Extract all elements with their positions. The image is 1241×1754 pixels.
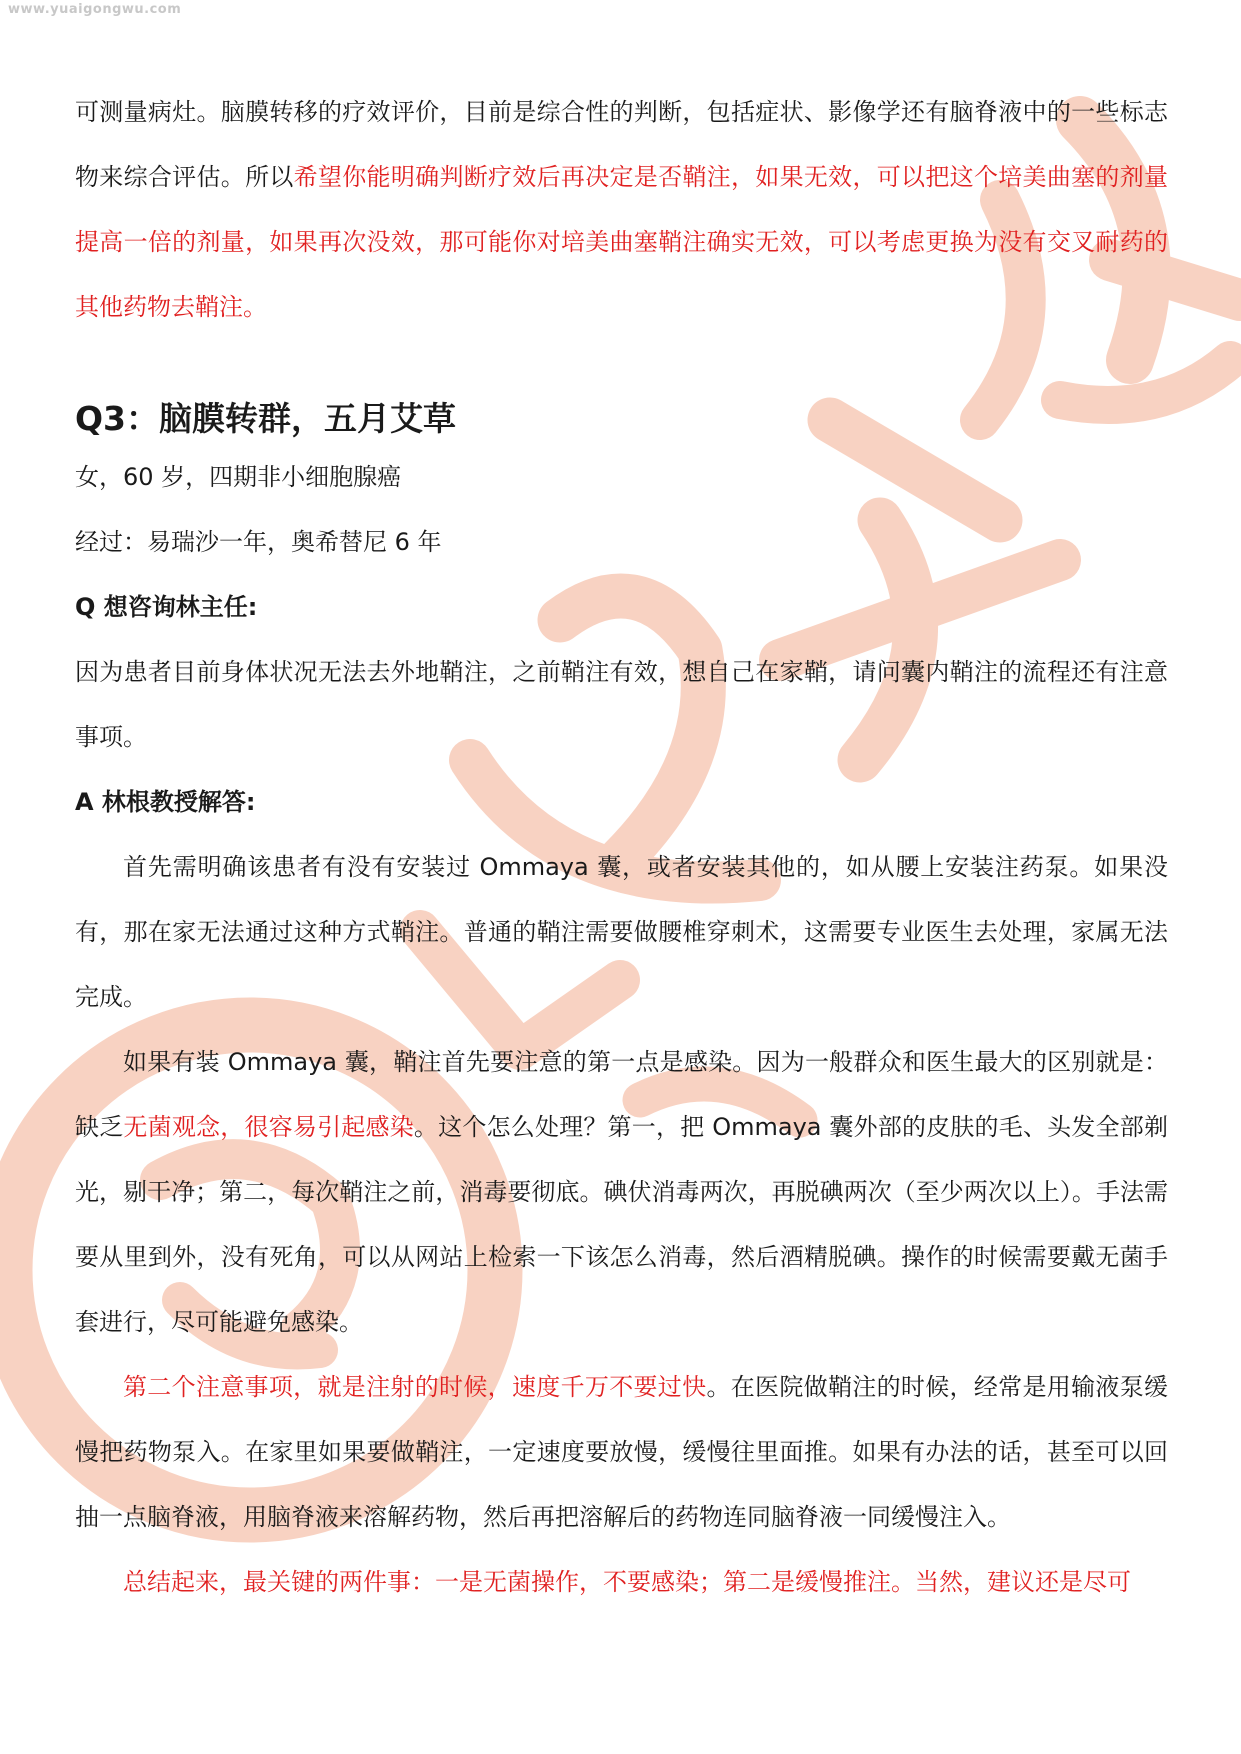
treatment-history: 经过：易瑞沙一年，奥希替尼 6 年: [75, 528, 442, 556]
question-label: Q 想咨询林主任:: [75, 593, 258, 621]
question-text: 因为患者目前身体状况无法去外地鞘注，之前鞘注有效，想自己在家鞘，请问囊内鞘注的流程还有注意事项。: [75, 658, 1168, 751]
section-heading-q3: Q3：脑膜转群，五月艾草: [75, 399, 457, 438]
highlight-text: 第二个注意事项，就是注射的时候，速度千万不要过快: [123, 1373, 707, 1401]
document-body: [75, 80, 1168, 1615]
highlight-text: 总结起来，最关键的两件事：一是无菌操作，不要感染；第二是缓慢推注。: [123, 1568, 915, 1596]
answer-paragraph-3: 第二个注意事项，就是注射的时候，速度千万不要过快。在医院做鞘注的时候，经常是用输液泵缓慢把药物泵入。在家里如果要做鞘注，一定速度要放慢，缓慢往里面推。如果有办法的话，甚至可以回抽一点脑脊液，用脑脊液来溶解药物，然后再把溶解后的药物连同脑脊液一同缓慢注入。: [75, 1373, 1169, 1531]
highlight-text: 希望你能明确判断疗效后再决定是否鞘注，如果无效，可以把这个培美曲塞的剂量提高一倍的剂量，如果再次没效，那可能你对培美曲塞鞘注确实无效，可以考虑更换为没有交叉耐药的其他药物去鞘注。: [75, 163, 1169, 321]
patient-info: 女，60 岁，四期非小细胞腺癌: [75, 463, 402, 491]
highlight-text: 无菌观念，很容易引起感染: [123, 1113, 414, 1141]
site-watermark: www.yuaigongwu.com: [8, 2, 182, 17]
answer-paragraph-1: 首先需明确该患者有没有安装过 Ommaya 囊，或者安装其他的，如从腰上安装注药泵。如果没有，那在家无法通过这种方式鞘注。普通的鞘注需要做腰椎穿刺术，这需要专业医生去处理，家属无法完成。: [75, 853, 1168, 1011]
answer-paragraph-2: 如果有装 Ommaya 囊，鞘注首先要注意的第一点是感染。因为一般群众和医生最大的区别就是：缺乏无菌观念，很容易引起感染。这个怎么处理？第一，把 Ommaya 囊外部的皮肤的毛、头发全部剃光，剔干净；第二，每次鞘注之前，消毒要彻底。碘伏消毒两次，再脱碘两次（至少两次以上）。手法需要从里到外，没有死角，可以从网站上检索一下该怎么消毒，然后酒精脱碘。操作的时候需要戴无菌手套进行，尽可能避免感染。: [75, 1048, 1169, 1336]
answer-paragraph-4: 总结起来，最关键的两件事：一是无菌操作，不要感染；第二是缓慢推注。当然，建议还是尽可: [123, 1568, 1131, 1596]
intro-paragraph: 可测量病灶。脑膜转移的疗效评价，目前是综合性的判断，包括症状、影像学还有脑脊液中的一些标志物来综合评估。所以希望你能明确判断疗效后再决定是否鞘注，如果无效，可以把这个培美曲塞的剂量提高一倍的剂量，如果再次没效，那可能你对培美曲塞鞘注确实无效，可以考虑更换为没有交叉耐药的其他药物去鞘注。: [75, 98, 1169, 321]
answer-label: A 林根教授解答:: [75, 788, 256, 816]
